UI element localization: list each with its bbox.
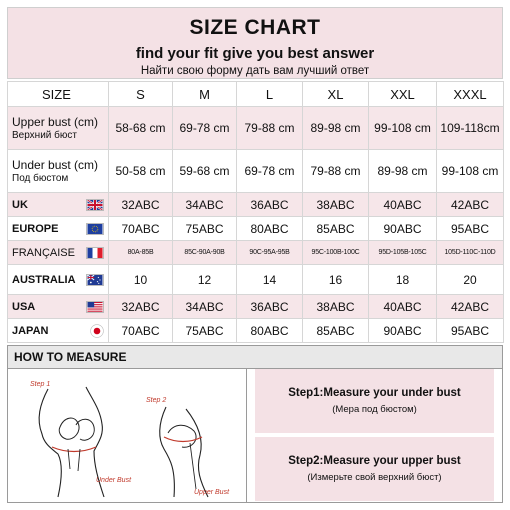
table-cell: 70ABC: [109, 217, 173, 241]
region-name: AUSTRALIA: [12, 273, 76, 286]
table-cell: 105D-110C-110D: [437, 241, 504, 265]
table-cell: 79-88 cm: [237, 107, 303, 150]
table-cell: 89-98 cm: [369, 150, 437, 193]
region-row-australia: [8, 265, 504, 295]
table-cell: 80A-85B: [109, 241, 173, 265]
table-cell: 59-68 cm: [173, 150, 237, 193]
japan-flag-icon: [90, 324, 104, 338]
step2-subtitle: (Измерьте свой верхний бюст): [307, 472, 442, 483]
chart-subtitle: find your fit give you best answer: [135, 45, 375, 62]
region-name: EUROPE: [12, 222, 59, 235]
region-label-cell: [8, 241, 109, 265]
chart-subtitle-ru: Найти свою форму дать вам лучший ответ: [140, 65, 370, 77]
table-cell: 85ABC: [303, 217, 369, 241]
upper-bust-row: [8, 107, 504, 150]
under-bust-label: Under bust (cm): [12, 158, 99, 172]
table-cell: 40ABC: [369, 295, 437, 319]
table-cell: 90ABC: [369, 217, 437, 241]
table-cell: 85C-90A-90B: [173, 241, 237, 265]
table-cell: 95ABC: [437, 217, 504, 241]
table-cell: 34ABC: [173, 193, 237, 217]
table-cell: 50-58 cm: [109, 150, 173, 193]
table-cell: 90ABC: [369, 319, 437, 343]
step2-box: [255, 437, 494, 501]
size-header-cell: S: [109, 82, 173, 107]
table-cell: 70ABC: [109, 319, 173, 343]
eu-flag-icon: [86, 223, 104, 235]
step1-subtitle: (Мера под бюстом): [332, 404, 417, 415]
australia-flag-icon: [86, 274, 104, 286]
step1-title: Step1:Measure your under bust: [288, 387, 461, 399]
uk-flag-icon: [86, 199, 104, 211]
region-label-cell: [8, 265, 109, 295]
table-cell: 32ABC: [109, 295, 173, 319]
table-cell: 38ABC: [303, 193, 369, 217]
table-cell: 99-108 cm: [369, 107, 437, 150]
how-to-measure-body: [8, 369, 502, 502]
illustration-upper-bust-label: Upper Bust: [194, 489, 230, 496]
region-label-cell: [8, 193, 109, 217]
table-cell: 10: [109, 265, 173, 295]
table-cell: 12: [173, 265, 237, 295]
under-bust-row: [8, 150, 504, 193]
region-row-uk: [8, 193, 504, 217]
table-cell: 58-68 cm: [109, 107, 173, 150]
table-cell: 42ABC: [437, 193, 504, 217]
table-cell: 40ABC: [369, 193, 437, 217]
region-label-cell: [8, 295, 109, 319]
chart-title: SIZE CHART: [189, 16, 321, 39]
region-name: FRANÇAISE: [12, 246, 75, 259]
size-header-cell: L: [237, 82, 303, 107]
table-cell: 14: [237, 265, 303, 295]
step2-title: Step2:Measure your upper bust: [288, 455, 461, 467]
table-cell: 89-98 cm: [303, 107, 369, 150]
region-row-usa: [8, 295, 504, 319]
upper-bust-label: Upper bust (cm): [12, 115, 99, 129]
how-to-measure-panel: [7, 345, 503, 503]
table-cell: 16: [303, 265, 369, 295]
table-cell: 95C-100B-100C: [303, 241, 369, 265]
upper-bust-label-cell: [8, 107, 109, 150]
france-flag-icon: [86, 247, 104, 259]
region-name: UK: [12, 198, 28, 211]
table-cell: 80ABC: [237, 319, 303, 343]
table-cell: 36ABC: [237, 295, 303, 319]
table-cell: 95ABC: [437, 319, 504, 343]
measure-steps: [247, 369, 502, 502]
step1-box: [255, 369, 494, 433]
illustration-under-bust-label: Under Bust: [96, 477, 132, 484]
size-header-cell: XL: [303, 82, 369, 107]
table-cell: 95D-105B-105C: [369, 241, 437, 265]
upper-bust-label-ru: Верхний бюст: [12, 130, 77, 141]
size-header-cell: M: [173, 82, 237, 107]
usa-flag-icon: [86, 301, 104, 313]
table-cell: 42ABC: [437, 295, 504, 319]
size-header-row: [8, 82, 504, 107]
region-name: USA: [12, 300, 36, 313]
under-bust-label-cell: [8, 150, 109, 193]
under-bust-label-ru: Под бюстом: [12, 173, 69, 184]
table-cell: 75ABC: [173, 319, 237, 343]
size-label: SIZE: [42, 86, 71, 102]
table-cell: 69-78 cm: [173, 107, 237, 150]
region-label-cell: [8, 319, 109, 343]
region-row-japan: [8, 319, 504, 343]
size-label-cell: [8, 82, 109, 107]
table-cell: 99-108 cm: [437, 150, 504, 193]
chart-header: [7, 7, 503, 79]
measuring-illustration: [8, 369, 247, 502]
table-cell: 80ABC: [237, 217, 303, 241]
table-cell: 38ABC: [303, 295, 369, 319]
table-cell: 20: [437, 265, 504, 295]
table-cell: 109-118cm: [437, 107, 504, 150]
table-cell: 69-78 cm: [237, 150, 303, 193]
table-cell: 75ABC: [173, 217, 237, 241]
size-header-cell: XXL: [369, 82, 437, 107]
table-cell: 34ABC: [173, 295, 237, 319]
illustration-step1-label: Step 1: [30, 381, 51, 388]
region-row-europe: [8, 217, 504, 241]
region-label-cell: [8, 217, 109, 241]
table-cell: 32ABC: [109, 193, 173, 217]
how-to-measure-heading: HOW TO MEASURE: [8, 346, 502, 369]
table-cell: 36ABC: [237, 193, 303, 217]
region-row-france: [8, 241, 504, 265]
table-cell: 18: [369, 265, 437, 295]
table-cell: 79-88 cm: [303, 150, 369, 193]
table-cell: 90C-95A-95B: [237, 241, 303, 265]
table-cell: 85ABC: [303, 319, 369, 343]
size-table: [7, 81, 504, 343]
illustration-step2-label: Step 2: [146, 397, 167, 404]
region-name: JAPAN: [12, 324, 49, 337]
size-header-cell: XXXL: [437, 82, 504, 107]
